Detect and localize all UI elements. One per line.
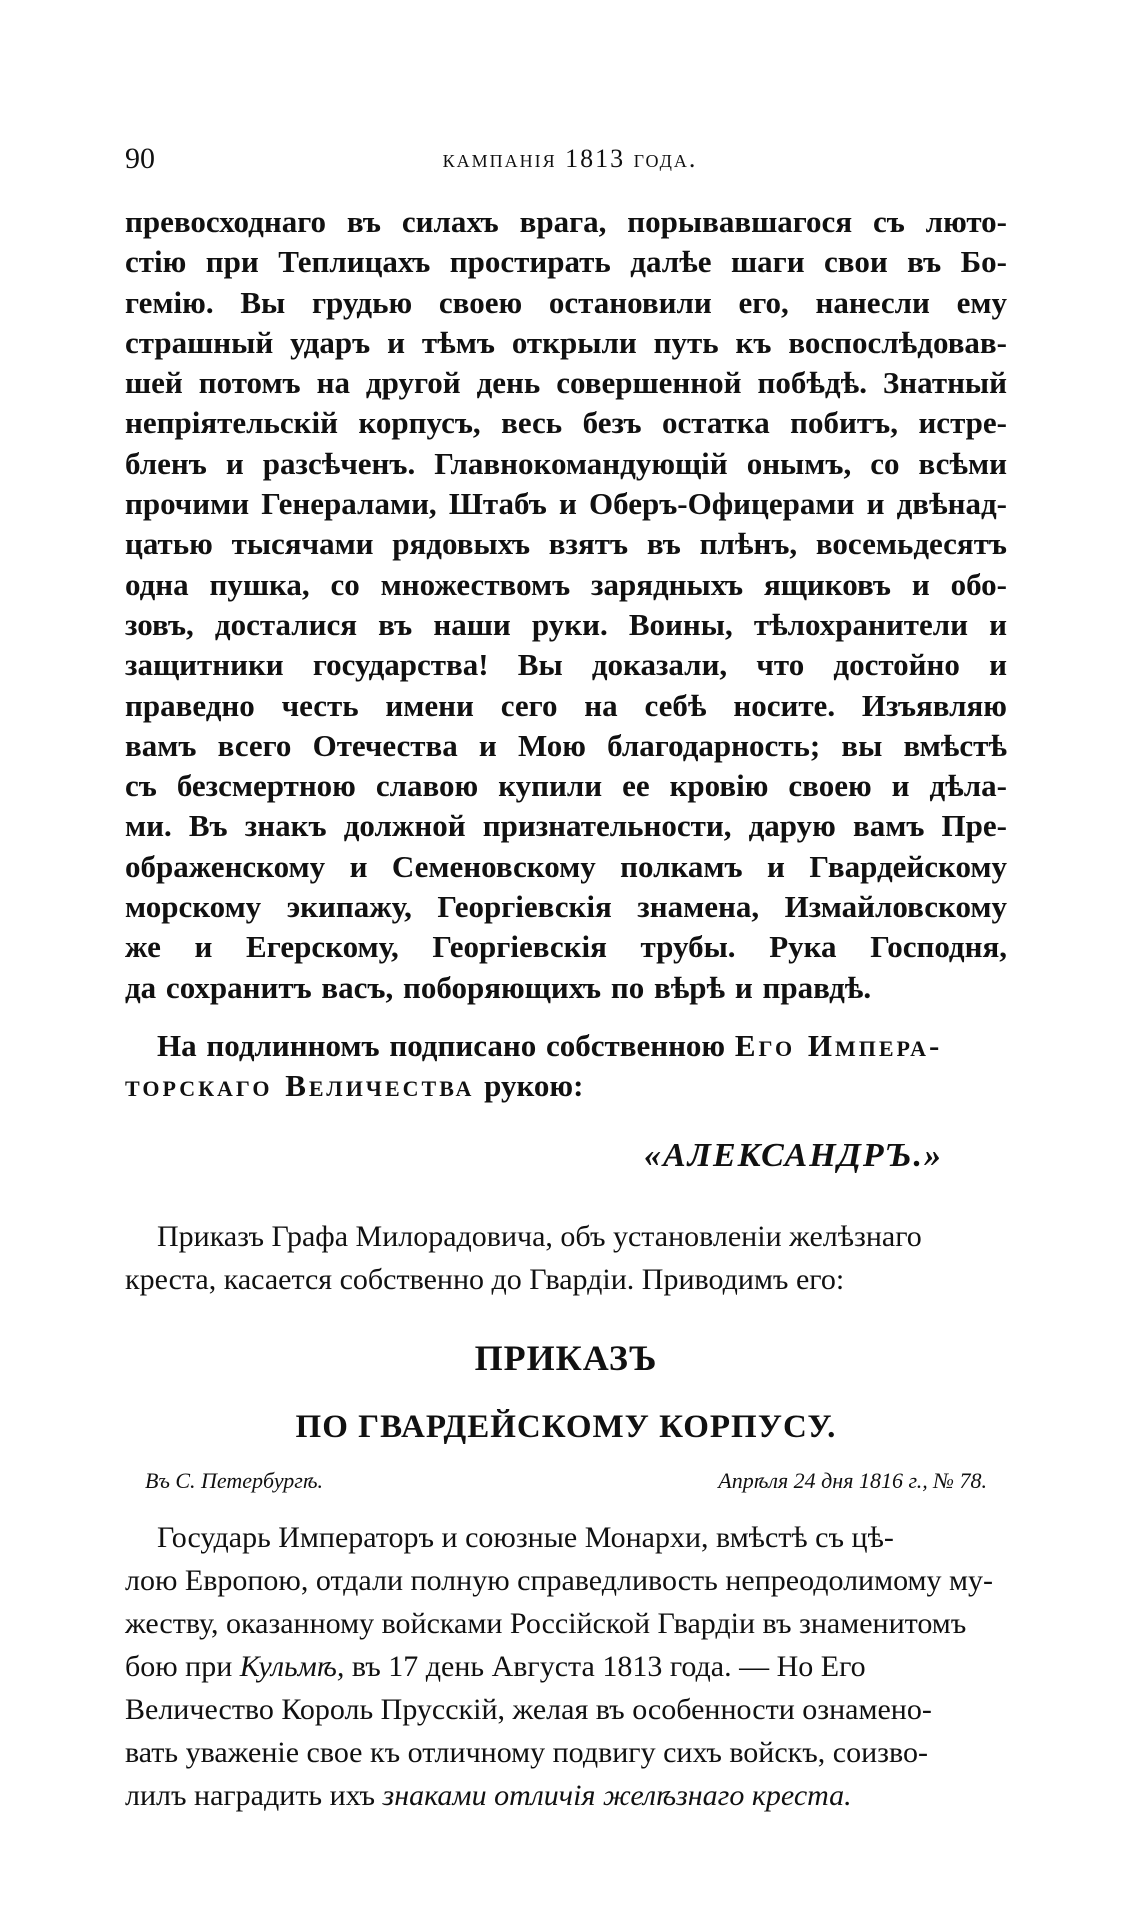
running-title: кампанія 1813 года. (442, 144, 698, 173)
signature-note-title-1: Его Импера- (734, 1027, 943, 1063)
page-number: 90 (125, 142, 155, 175)
rescript-line: ображенскому и Семеновскому полкамъ и Гвардейскому (125, 848, 1007, 884)
order-line-4-place: Кульмѣ, (239, 1649, 345, 1683)
date-value: Апрѣля 24 дня 1816 г., № 78. (718, 1467, 987, 1493)
rescript-line: вамъ всего Отечества и Мою благодарность; вы вмѣстѣ (125, 727, 1007, 763)
rescript-line: же и Егерскому, Георгіевскія трубы. Рука Господня, (125, 929, 1007, 965)
rescript-line: съ безсмертною славою купили ее кровію своею и дѣла- (125, 768, 1007, 804)
rescript-text (125, 202, 1007, 1008)
rescript-line: страшный ударъ и тѣмъ открыли путь къ воспослѣдовав- (125, 324, 1007, 360)
rescript-line: гемію. Вы грудью своею остановили его, нанесли ему (125, 284, 1007, 320)
order-line-4b: въ 17 день Августа 1813 года. — Но Его (351, 1649, 866, 1683)
order-line-5: Величество Король Прусскій, желая въ особенности ознамено- (125, 1692, 932, 1726)
order-line-7a: лилъ наградить ихъ (125, 1778, 376, 1812)
signature-note-title-2: торскаго Величества (125, 1068, 475, 1104)
signature-note-suffix: рукою: (484, 1068, 584, 1104)
page-body (125, 202, 1007, 1817)
signature: «АЛЕКСАНДРЪ.» (644, 1136, 943, 1174)
signature-note (125, 1026, 1007, 1107)
rescript-line: шей потомъ на другой день совершенной побѣдѣ. Знатный (125, 365, 1007, 401)
page-header (0, 142, 1140, 182)
order-line-3: жеству, оказанному войсками Россійской Гвардіи въ знаменитомъ (125, 1606, 967, 1640)
order-intro-line-1: Приказъ Графа Милорадовича, объ установленіи желѣзнаго (157, 1219, 922, 1253)
order-line-7-award: знаками отличія желѣзнаго креста. (382, 1778, 852, 1812)
order-heading: ПРИКАЗЪ (474, 1337, 658, 1378)
rescript-line: превосходнаго въ силахъ врага, порывавшагося съ люто- (125, 204, 1007, 239)
rescript-line: одна пушка, со множествомъ зарядныхъ ящиковъ и обо- (125, 566, 1007, 602)
date-line (145, 1468, 987, 1494)
rescript-line: ми. Въ знакъ должной признательности, дарую вамъ Пре- (125, 808, 1007, 844)
rescript-line: защитники государства! Вы доказали, что достойно и (125, 647, 1007, 683)
order-text (125, 1516, 1007, 1817)
rescript-line: цатью тысячами рядовыхъ взятъ въ плѣнъ, восемьдесятъ (125, 526, 1007, 562)
rescript-line: прочими Генералами, Штабъ и Оберъ-Офицерами и двѣнад- (125, 486, 1007, 522)
order-line-4a: бою при (125, 1649, 233, 1683)
order-line-2: лою Европою, отдали полную справедливость непреодолимому му- (125, 1563, 993, 1597)
date-place: Въ С. Петербургѣ. (145, 1467, 324, 1493)
rescript-line: праведно честь имени сего на себѣ носите. Изъявляю (125, 687, 1007, 723)
order-subheading: ПО ГВАРДЕЙСКОМУ КОРПУСУ. (295, 1408, 837, 1445)
rescript-line: стію при Теплицахъ простирать далѣе шаги свои въ Бо- (125, 244, 1007, 280)
rescript-line: да сохранитъ васъ, поборяющихъ по вѣрѣ и правдѣ. (125, 969, 872, 1005)
rescript-line: бленъ и разсѣченъ. Главнокомандующій онымъ, со всѣми (125, 445, 1007, 481)
rescript-line: непріятельскій корпусъ, весь безъ остатка побитъ, истре- (125, 405, 1007, 441)
order-line-6: вать уваженіе свое къ отличному подвигу сихъ войскъ, соизво- (125, 1735, 928, 1769)
order-intro-line-2: креста, касается собственно до Гвардіи. Приводимъ его: (125, 1262, 845, 1296)
rescript-line: зовъ, досталися въ наши руки. Воины, тѣлохранители и (125, 606, 1007, 642)
order-intro (125, 1215, 1007, 1301)
signature-note-prefix: На подлинномъ подписано собственною (157, 1027, 726, 1063)
order-line-1: Государь Императоръ и союзные Монархи, вмѣстѣ съ цѣ- (157, 1520, 894, 1554)
rescript-line: морскому экипажу, Георгіевскія знамена, Измайловскому (125, 889, 1007, 925)
